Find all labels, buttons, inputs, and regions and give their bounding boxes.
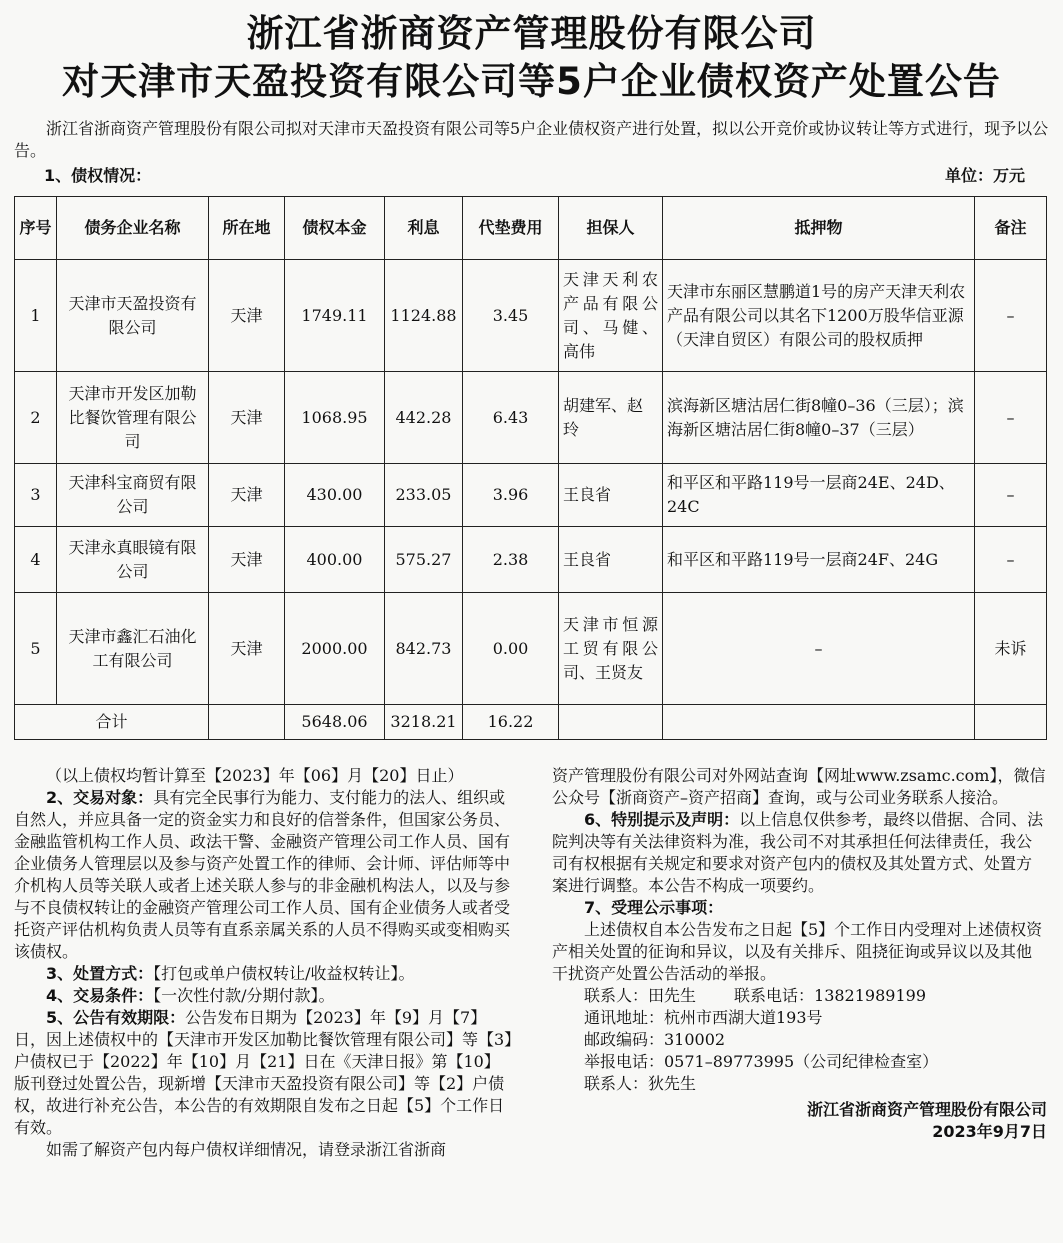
cell-fees: 3.45 [463, 260, 559, 372]
section-5-body: 公告发布日期为【2023】年【9】月【7】日，因上述债权中的【天津市开发区加勒比餐饮管理有限公司】等【3】户债权已于【2022】年【10】月【21】日在《天津日报》第【10】版刊登过处置公告，现新增【天津市天盈投资有限公司】等【2】户债权，故进行补充公告，本公告的有效期限自发布之日起【5】个工作日有效。 [14, 1008, 513, 1137]
cell-no: 1 [15, 260, 57, 372]
section-5-heading: 5、公告有效期限： [46, 1008, 186, 1027]
claims-table [14, 196, 1047, 740]
table-row [15, 464, 1047, 527]
cell-location: 天津 [209, 593, 285, 705]
title-line-2: 对天津市天盈投资有限公司等5户企业债权资产处置公告 [62, 60, 1001, 103]
cell-no: 2 [15, 372, 57, 464]
section-3-body: 【打包或单户债权转让/收益权转让】。 [153, 964, 415, 983]
cell-debtor-name: 天津市鑫汇石油化工有限公司 [57, 593, 209, 705]
cell-fees: 6.43 [463, 372, 559, 464]
cell-guarantor: 天津天利农产品有限公司、马健、高伟 [559, 260, 663, 372]
header-cell: 代垫费用 [463, 197, 559, 260]
contact-person: 联系人：田先生 [584, 986, 697, 1005]
intro-paragraph: 浙江省浙商资产管理股份有限公司拟对天津市天盈投资有限公司等5户企业债权资产进行处置，拟以公开竞价或协议转让等方式进行，现予以公告。 [14, 119, 1049, 160]
table-row [15, 372, 1047, 464]
cell-interest: 575.27 [385, 527, 463, 593]
postcode: 邮政编码：310002 [584, 1030, 726, 1049]
cell-collateral: 和平区和平路119号一层商24F、24G [663, 527, 975, 593]
table-total-row [15, 705, 1047, 740]
contact-person-2: 联系人：狄先生 [584, 1074, 697, 1093]
section-7-body: 上述债权自本公告发布之日起【5】个工作日内受理对上述债权资产相关处置的征询和异议，以及有关排斥、阻挠征询或异议以及其他干扰资产处置公告活动的举报。 [552, 920, 1043, 983]
cell-debtor-name: 天津永真眼镜有限公司 [57, 527, 209, 593]
cell-remark: – [975, 372, 1047, 464]
cell-no: 4 [15, 527, 57, 593]
table-row [15, 593, 1047, 705]
cell-principal: 430.00 [285, 464, 385, 527]
report-phone: 举报电话：0571–89773995（公司纪律检查室） [584, 1052, 939, 1071]
section-4-heading: 4、交易条件： [46, 986, 154, 1005]
header-cell: 担保人 [559, 197, 663, 260]
cell-collateral: 和平区和平路119号一层商24E、24D、24C [663, 464, 975, 527]
section-7-heading: 7、受理公示事项： [584, 898, 724, 917]
total-interest: 3218.21 [385, 705, 463, 740]
section-1-heading: 1、债权情况： [44, 166, 152, 185]
section-6-heading: 6、特别提示及声明： [584, 810, 740, 829]
cell-fees: 2.38 [463, 527, 559, 593]
date-note: （以上债权均暂计算至【2023】年【06】月【20】日止） [46, 766, 464, 785]
cell-principal: 400.00 [285, 527, 385, 593]
cell-no: 5 [15, 593, 57, 705]
cell-principal: 2000.00 [285, 593, 385, 705]
cell-location: 天津 [209, 527, 285, 593]
cell-guarantor: 胡建军、赵玲 [559, 372, 663, 464]
cell-collateral: 天津市东丽区慧鹏道1号的房产天津天利农产品有限公司以其名下1200万股华信亚源（天津自贸区）有限公司的股权质押 [663, 260, 975, 372]
section-6-body: 以上信息仅供参考，最终以借据、合同、法院判决等有关法律资料为准，我公司不对其承担任何法律责任，我公司有权根据有关规定和要求对资产包内的债权及其处置方式、处置方案进行调整。本公告不构成一项要约。 [552, 810, 1044, 895]
cell-debtor-name: 天津科宝商贸有限公司 [57, 464, 209, 527]
header-cell: 债权本金 [285, 197, 385, 260]
header-cell: 抵押物 [663, 197, 975, 260]
header-cell: 序号 [15, 197, 57, 260]
address: 通讯地址：杭州市西湖大道193号 [584, 1008, 823, 1027]
cell-remark: – [975, 527, 1047, 593]
cell-fees: 0.00 [463, 593, 559, 705]
header-cell: 债务企业名称 [57, 197, 209, 260]
cell-remark: 未诉 [975, 593, 1047, 705]
table-row [15, 260, 1047, 372]
table-header-row [15, 197, 1047, 260]
section-5 [14, 1007, 514, 1139]
cell-collateral: 滨海新区塘沽居仁街8幢0–36（三层）；滨海新区塘沽居仁街8幢0–37（三层） [663, 372, 975, 464]
section-3 [14, 963, 514, 985]
cell-debtor-name: 天津市天盈投资有限公司 [57, 260, 209, 372]
section-4-body: 【一次性付款/分期付款】。 [153, 986, 335, 1005]
total-empty-cell [663, 705, 975, 740]
cell-fees: 3.96 [463, 464, 559, 527]
section-2-body: 具有完全民事行为能力、支付能力的法人、组织或自然人，并应具备一定的资金实力和良好的信誉条件，但国家公务员、金融监管机构工作人员、政法干警、金融资产管理公司工作人员、国有企业债务人管理层以及参与资产处置工作的律师、会计师、评估师等中介机构人员等关联人或者上述关联人参与的非金融机构法人，以及与参与不良债权转让的金融资产管理公司工作人员、国有企业债务人或者受托资产评估机构负责人员等有直系亲属关系的人员不得购买或变相购买该债权。 [14, 788, 511, 961]
cell-location: 天津 [209, 372, 285, 464]
cell-interest: 233.05 [385, 464, 463, 527]
header-cell: 所在地 [209, 197, 285, 260]
cell-debtor-name: 天津市开发区加勒比餐饮管理有限公司 [57, 372, 209, 464]
cell-principal: 1749.11 [285, 260, 385, 372]
cell-location: 天津 [209, 260, 285, 372]
right-text-column [552, 765, 1047, 1143]
total-empty-cell [975, 705, 1047, 740]
cell-guarantor: 王良省 [559, 527, 663, 593]
section-6 [552, 809, 1047, 897]
section-3-heading: 3、处置方式： [46, 964, 154, 983]
cell-principal: 1068.95 [285, 372, 385, 464]
section-4 [14, 985, 514, 1007]
title-line-1: 浙江省浙商资产管理股份有限公司 [246, 12, 817, 55]
section-2 [14, 787, 514, 963]
signature-date: 2023年9月7日 [932, 1122, 1047, 1141]
cell-interest: 1124.88 [385, 260, 463, 372]
website-continuation: 资产管理股份有限公司对外网站查询【网址www.zsamc.com】，微信公众号【浙商资产–资产招商】查询，或与公司业务联系人接洽。 [552, 766, 1046, 807]
total-fees: 16.22 [463, 705, 559, 740]
contact-line [552, 985, 1047, 1007]
total-label: 合计 [15, 705, 209, 740]
header-cell: 利息 [385, 197, 463, 260]
cell-no: 3 [15, 464, 57, 527]
section-5-tail: 如需了解资产包内每户债权详细情况，请登录浙江省浙商 [46, 1140, 447, 1159]
cell-remark: – [975, 464, 1047, 527]
contact-phone: 联系电话：13821989199 [734, 986, 926, 1005]
unit-label: 单位：万元 [944, 166, 1025, 185]
section-2-heading: 2、交易对象： [46, 788, 154, 807]
cell-collateral: – [663, 593, 975, 705]
cell-location: 天津 [209, 464, 285, 527]
cell-interest: 842.73 [385, 593, 463, 705]
signature-company: 浙江省浙商资产管理股份有限公司 [806, 1100, 1047, 1119]
total-empty-cell [209, 705, 285, 740]
header-cell: 备注 [975, 197, 1047, 260]
total-empty-cell [559, 705, 663, 740]
left-text-column [14, 765, 514, 1161]
table-row [15, 527, 1047, 593]
cell-guarantor: 天津市恒源工贸有限公司、王贤友 [559, 593, 663, 705]
cell-remark: – [975, 260, 1047, 372]
cell-guarantor: 王良省 [559, 464, 663, 527]
cell-interest: 442.28 [385, 372, 463, 464]
total-principal: 5648.06 [285, 705, 385, 740]
